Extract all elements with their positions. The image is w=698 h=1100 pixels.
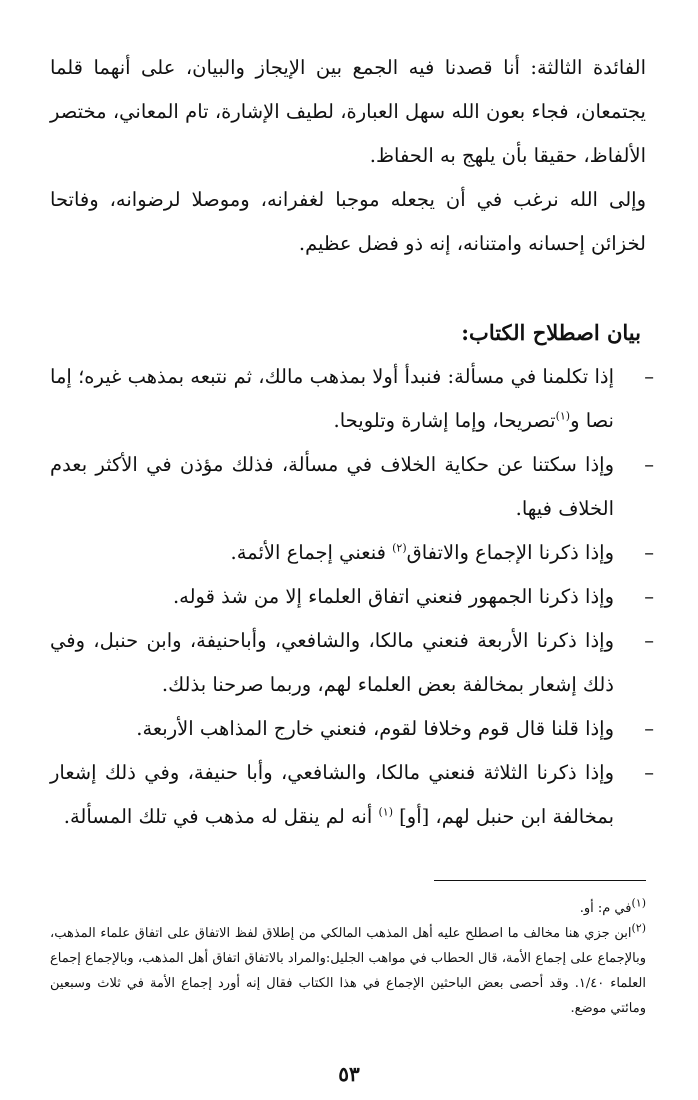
footnote-ref[interactable]: (١) bbox=[378, 805, 393, 819]
rule-text: وإذا قلنا قال قوم وخلافا لقوم، فنعني خارج المذاهب الأربعة. bbox=[136, 717, 614, 740]
footnote-marker: (٢) bbox=[631, 921, 646, 935]
footnote bbox=[50, 921, 646, 1021]
dash-bullet: – bbox=[644, 761, 654, 784]
rule-text: وإذا ذكرنا الإجماع والاتفاق bbox=[406, 541, 614, 564]
footnote-ref[interactable]: (١) bbox=[555, 409, 571, 423]
list-item bbox=[50, 619, 654, 707]
rule-text-after: أنه لم ينقل له مذهب في تلك المسألة. bbox=[63, 805, 379, 828]
dash-bullet: – bbox=[644, 453, 654, 476]
footnote-text: ابن جزي هنا مخالف ما اصطلح عليه أهل المذهب المالكي من إطلاق لفظ الاتفاق على اتفاق علماء المذهب، وبالإجماع على إجماع الأمة، قال الحطاب في مواهب الجليل:والمراد بالاتفاق اتفاق أهل المذهب، وبالإجماع إجماع العلماء ١/٤٠. وقد أحصى بعض الباحثين الإجماع في هذا الكتاب فقال إنه أورد إجماع الأمة في ثلاث وسبعين ومائتي موضع. bbox=[50, 926, 646, 1016]
terminology-list bbox=[50, 355, 654, 839]
dash-bullet: – bbox=[644, 541, 654, 564]
rule-text: إذا تكلمنا في مسألة: فنبدأ أولا بمذهب مالك، ثم نتبعه بمذهب غيره؛ إما نصا و bbox=[50, 365, 614, 432]
footnotes bbox=[50, 896, 646, 1021]
footnote-text: في م: أو. bbox=[579, 901, 632, 916]
dash-bullet: – bbox=[644, 629, 654, 652]
rule-text-after: فنعني إجماع الأئمة. bbox=[230, 541, 393, 564]
rule-text: وإذا ذكرنا الأربعة فنعني مالكا، والشافعي، وأباحنيفة، وابن حنبل، وفي ذلك إشعار بمخالفة بعض العلماء لهم، وربما صرحنا بذلك. bbox=[50, 629, 614, 696]
list-item bbox=[50, 707, 654, 751]
list-item bbox=[50, 355, 654, 443]
dash-bullet: – bbox=[644, 717, 654, 740]
paragraph-closing-prayer: وإلى الله نرغب في أن يجعله موجبا لغفرانه، وموصلا لرضوانه، وفاتحا لخزائن إحسانه وامتنانه، إنه ذو فضل عظيم. bbox=[50, 188, 646, 255]
footnote-marker: (١) bbox=[631, 896, 646, 910]
footnote bbox=[50, 896, 646, 921]
list-item bbox=[50, 575, 654, 619]
footnote-separator bbox=[434, 880, 646, 881]
dash-bullet: – bbox=[644, 365, 654, 388]
rule-text: وإذا سكتنا عن حكاية الخلاف في مسألة، فذلك مؤذن في الأكثر بعدم الخلاف فيها. bbox=[50, 453, 614, 520]
rule-text: وإذا ذكرنا الثلاثة فنعني مالكا، والشافعي، وأبا حنيفة، وفي ذلك إشعار بمخالفة ابن حنبل لهم، [أو] bbox=[50, 761, 614, 828]
section-heading: بيان اصطلاح الكتاب: bbox=[461, 320, 641, 345]
paragraph-third-benefit: الفائدة الثالثة: أنا قصدنا فيه الجمع بين الإيجاز والبيان، على أنهما قلما يجتمعان، فجاء بعون الله سهل العبارة، لطيف الإشارة، تام المعاني، مختصر الألفاظ، حقيقا بأن يلهج به الحفاظ. bbox=[50, 56, 646, 167]
rule-text-after: تصريحا، وإما إشارة وتلويحا. bbox=[333, 409, 556, 432]
dash-bullet: – bbox=[644, 585, 654, 608]
list-item bbox=[50, 531, 654, 575]
page-number: ٥٣ bbox=[338, 1062, 360, 1086]
footnote-ref[interactable]: (٢) bbox=[392, 541, 407, 555]
rule-text: وإذا ذكرنا الجمهور فنعني اتفاق العلماء إلا من شذ قوله. bbox=[172, 585, 614, 608]
list-item bbox=[50, 751, 654, 839]
list-item bbox=[50, 443, 654, 531]
